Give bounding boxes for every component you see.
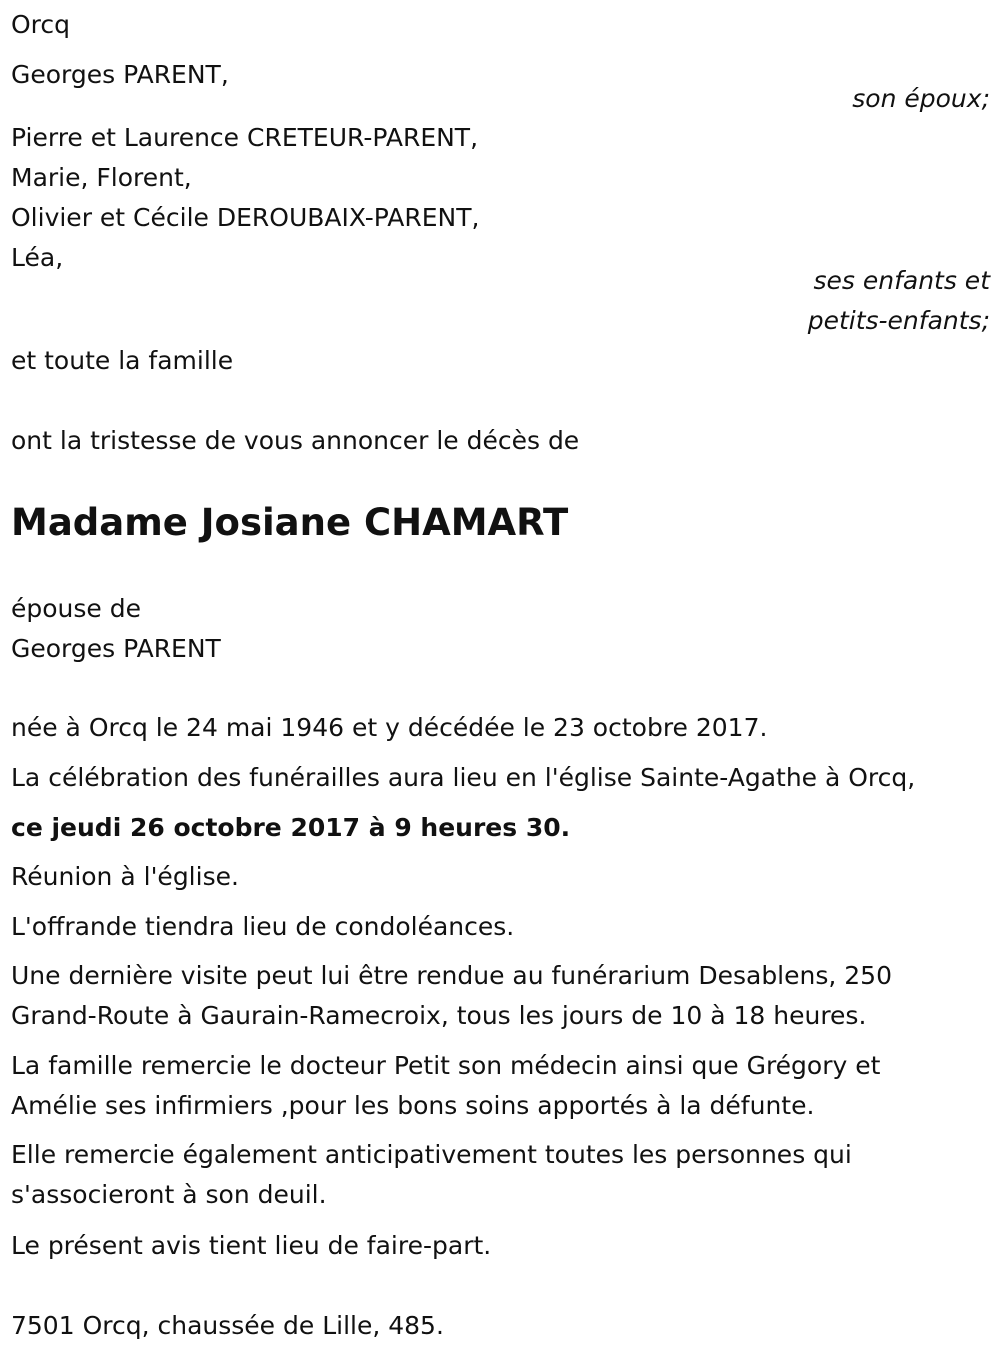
announcement: ont la tristesse de vous annoncer le décès de bbox=[11, 426, 580, 455]
address-line: 7501 Orcq, chaussée de Lille, 485. bbox=[11, 1311, 444, 1340]
spouse-of-label: épouse de bbox=[11, 594, 141, 623]
meeting-info: Réunion à l'église. bbox=[11, 862, 239, 891]
notice-line: Le présent avis tient lieu de faire-part. bbox=[11, 1231, 492, 1260]
child-line-3: Olivier et Cécile DEROUBAIX-PARENT, bbox=[11, 203, 480, 232]
spouse-name: Georges PARENT, bbox=[11, 60, 229, 89]
thanks-line-3: Elle remercie également anticipativement toutes les personnes qui bbox=[11, 1140, 852, 1169]
child-line-1: Pierre et Laurence CRETEUR-PARENT, bbox=[11, 123, 479, 152]
spouse-of-name: Georges PARENT bbox=[11, 634, 221, 663]
ceremony-info: La célébration des funérailles aura lieu en l'église Sainte-Agathe à Orcq, bbox=[11, 763, 916, 792]
thanks-line-2: Amélie ses infirmiers ,pour les bons soins apportés à la défunte. bbox=[11, 1091, 815, 1120]
visit-line-1: Une dernière visite peut lui être rendue au funérarium Desablens, 250 bbox=[11, 961, 892, 990]
header-place: Orcq bbox=[11, 10, 71, 39]
children-relation-1: ses enfants et bbox=[813, 266, 990, 295]
offering-info: L'offrande tiendra lieu de condoléances. bbox=[11, 912, 515, 941]
visit-line-2: Grand-Route à Gaurain-Ramecroix, tous les jours de 10 à 18 heures. bbox=[11, 1001, 867, 1030]
child-line-2: Marie, Florent, bbox=[11, 163, 192, 192]
deceased-name: Madame Josiane CHAMART bbox=[11, 501, 569, 544]
birth-death-info: née à Orcq le 24 mai 1946 et y décédée le 23 octobre 2017. bbox=[11, 713, 768, 742]
children-relation-2: petits-enfants; bbox=[807, 306, 990, 335]
rest-of-family: et toute la famille bbox=[11, 346, 234, 375]
spouse-relation: son époux; bbox=[852, 84, 990, 113]
ceremony-date: ce jeudi 26 octobre 2017 à 9 heures 30. bbox=[11, 813, 571, 842]
thanks-line-1: La famille remercie le docteur Petit son médecin ainsi que Grégory et bbox=[11, 1051, 881, 1080]
child-line-4: Léa, bbox=[11, 243, 64, 272]
thanks-line-4: s'associeront à son deuil. bbox=[11, 1180, 327, 1209]
